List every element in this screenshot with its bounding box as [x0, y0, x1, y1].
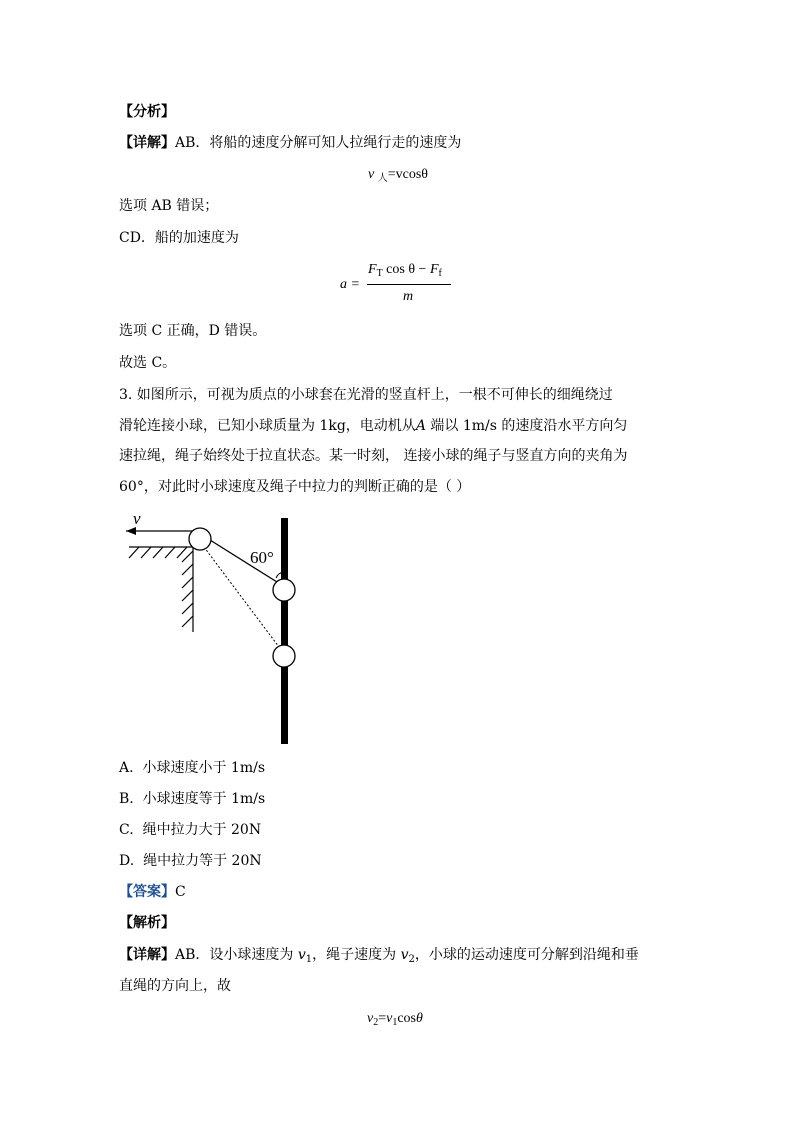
formula-velocity-relation: $v_2=v_1\cos\theta$ — [367, 1011, 423, 1028]
option-d: D. 绳中拉力等于 20N — [119, 853, 262, 869]
ball-upper — [273, 579, 295, 601]
detail-paragraph-2: 【详解】AB．设小球速度为 $v_1$，绳子速度为 $v_2$，小球的运动速度可分解到沿绳和垂 — [119, 947, 639, 965]
analysis-heading: 【分析】 — [119, 104, 175, 120]
arrow-head — [126, 527, 136, 535]
detail-tag: 【详解】 — [119, 135, 175, 151]
conclusion-c: 选项 C 正确，D 错误。 — [119, 323, 267, 339]
option-c: C. 绳中拉力大于 20N — [119, 822, 262, 838]
question-line-1: 3. 如图所示，可视为质点的小球套在光滑的竖直杆上，一根不可伸长的细绳绕过 — [119, 387, 613, 403]
pulley-rod-figure — [124, 508, 304, 748]
answer-tag: 【答案】 — [119, 884, 175, 900]
velocity-label: v — [133, 509, 141, 528]
formula-symbol-v: v — [368, 167, 375, 182]
question-line-2: 滑轮连接小球，已知小球质量为 1kg，电动机从A 端以 1m/s 的速度沿水平方向匀 — [119, 418, 628, 434]
pulley — [189, 528, 211, 550]
choose-answer: 故选 C。 — [119, 355, 177, 371]
answer-value: C — [175, 884, 186, 900]
formula-rest: =vcosθ — [387, 167, 428, 182]
formula-acceleration — [340, 262, 455, 308]
conclusion-ab: 选项 AB 错误； — [119, 198, 219, 214]
detail-paragraph-2-cont: 直绳的方向上，故 — [119, 978, 231, 994]
formula-denominator: m — [403, 289, 414, 304]
wall-support — [129, 547, 193, 632]
ball-lower — [273, 645, 295, 667]
fraction-bar — [367, 284, 451, 285]
formula-person-velocity — [368, 165, 428, 185]
analysis2-heading: 【解析】 — [119, 915, 175, 931]
question-line-3: 速拉绳，绳子始终处于拉直状态。某一时刻， 连接小球的绳子与竖直方向的夹角为 — [119, 448, 628, 464]
formula-lhs: a = — [340, 277, 360, 292]
cd-text: CD．船的加速度为 — [119, 230, 239, 246]
angle-label: 60° — [250, 548, 274, 567]
option-a: A. 小球速度小于 1m/s — [119, 760, 266, 776]
formula-numerator: $F_T$ $\cos \theta - F_f$ — [368, 262, 442, 279]
vertical-rod — [281, 518, 288, 744]
detail-paragraph-1 — [119, 133, 461, 153]
option-b: B. 小球速度等于 1m/s — [119, 791, 266, 807]
formula-subscript: 人 — [377, 173, 388, 184]
detail-text: AB．将船的速度分解可知人拉绳行走的速度为 — [175, 135, 462, 151]
answer-line — [119, 882, 186, 902]
question-line-4: 60°，对此时小球速度及绳子中拉力的判断正确的是（ ） — [119, 479, 471, 495]
